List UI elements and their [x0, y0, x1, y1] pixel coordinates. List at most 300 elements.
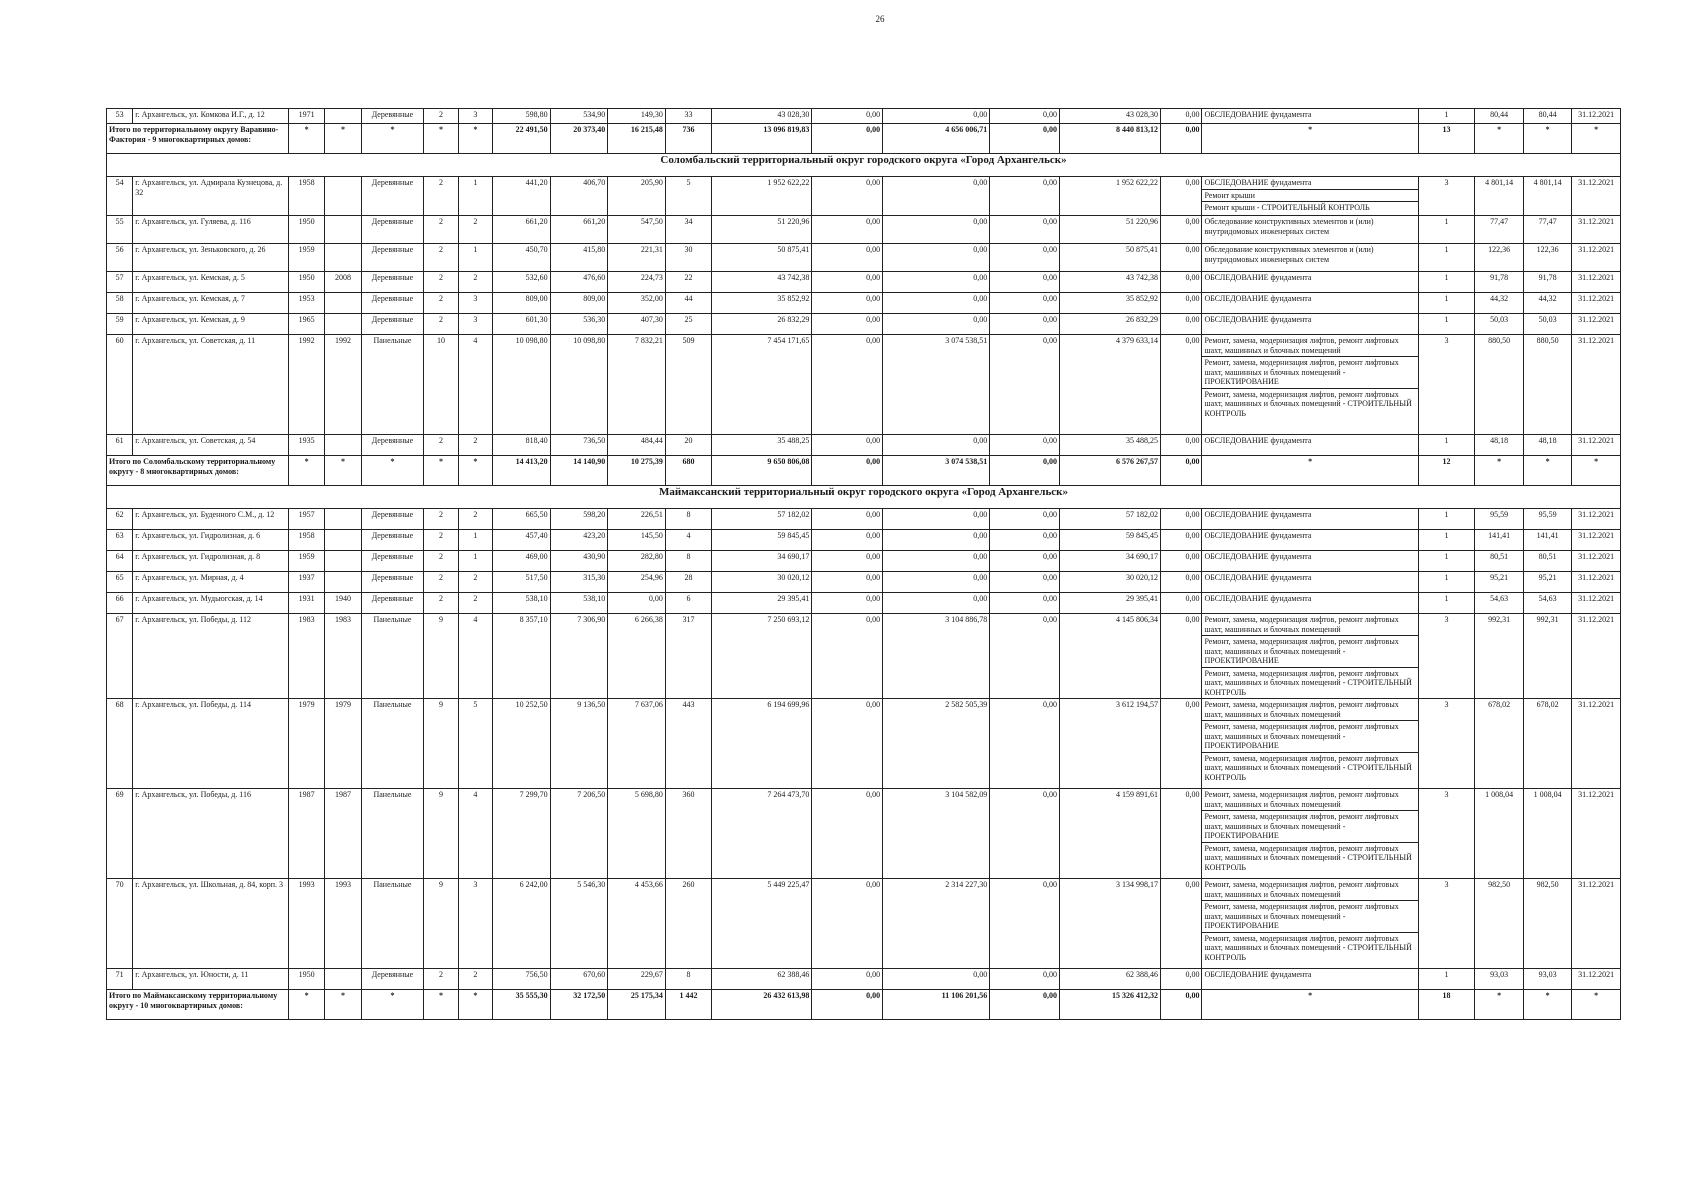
- fund-mun-cell: 0,00: [990, 335, 1060, 435]
- fund-reg-cell: 2 314 227,30: [883, 879, 990, 969]
- year-built-cell: 1965: [288, 314, 324, 335]
- cost-total-cell: 6 194 699,96: [712, 699, 812, 789]
- works-count-cell: 3: [1418, 177, 1475, 216]
- deadline-cell: 31.12.2021: [1572, 551, 1621, 572]
- unit-cost-cell: 93,03: [1475, 969, 1524, 990]
- entrances-cell: 5: [458, 699, 492, 789]
- work-item: Ремонт крыши - СТРОИТЕЛЬНЫЙ КОНТРОЛЬ: [1204, 203, 1370, 212]
- fund-mun-cell: 0,00: [990, 551, 1060, 572]
- unit-cost-cell: 678,02: [1475, 699, 1524, 789]
- area-living-cell: 10 098,80: [550, 335, 608, 435]
- unit-cost-cell: 992,31: [1475, 614, 1524, 699]
- total-placeholder-cell: *: [458, 124, 492, 154]
- year-built-cell: 1992: [288, 335, 324, 435]
- total-area-living-cell: 32 172,50: [550, 990, 608, 1020]
- residents-cell: 22: [665, 272, 711, 293]
- area-living-cell: 423,20: [550, 530, 608, 551]
- area-total-cell: 601,30: [493, 314, 551, 335]
- address-cell: г. Архангельск, ул. Советская, д. 11: [133, 335, 289, 435]
- works-cell: [1202, 551, 1418, 572]
- total-cost-total-cell: 9 650 806,08: [712, 456, 812, 486]
- works-list: [1202, 614, 1417, 698]
- deadline-cell: 31.12.2021: [1572, 572, 1621, 593]
- fund-fed-cell: 0,00: [812, 335, 883, 435]
- fund-owners-cell: 4 145 806,34: [1059, 614, 1160, 699]
- fund-reg-cell: 0,00: [883, 572, 990, 593]
- wall-material-cell: Деревянные: [361, 109, 424, 124]
- row-number: 65: [107, 572, 133, 593]
- year-repair-cell: [325, 216, 361, 244]
- fund-other-cell: 0,00: [1161, 216, 1202, 244]
- unit-cost-max-cell: 54,63: [1523, 593, 1572, 614]
- year-built-cell: 1957: [288, 509, 324, 530]
- total-row: [107, 124, 1621, 154]
- row-number: 69: [107, 789, 133, 879]
- deadline-cell: 31.12.2021: [1572, 593, 1621, 614]
- deadline-cell: 31.12.2021: [1572, 314, 1621, 335]
- table-row: [107, 314, 1621, 335]
- works-count-cell: 3: [1418, 879, 1475, 969]
- total-placeholder-cell: *: [1572, 990, 1621, 1020]
- total-fund-reg-cell: 4 656 006,71: [883, 124, 990, 154]
- works-cell: [1202, 272, 1418, 293]
- fund-other-cell: 0,00: [1161, 699, 1202, 789]
- fund-other-cell: 0,00: [1161, 272, 1202, 293]
- area-total-cell: 7 299,70: [493, 789, 551, 879]
- deadline-cell: 31.12.2021: [1572, 335, 1621, 435]
- wall-material-cell: Деревянные: [361, 177, 424, 216]
- area-res-cell: 221,31: [608, 244, 666, 272]
- area-total-cell: 756,50: [493, 969, 551, 990]
- area-res-cell: 205,90: [608, 177, 666, 216]
- cost-total-cell: 7 250 693,12: [712, 614, 812, 699]
- unit-cost-max-cell: 880,50: [1523, 335, 1572, 435]
- works-count-cell: 1: [1418, 272, 1475, 293]
- works-list: [1202, 879, 1417, 963]
- floors-cell: 10: [424, 335, 458, 435]
- total-works-cell: *: [1202, 124, 1418, 154]
- fund-owners-cell: 34 690,17: [1059, 551, 1160, 572]
- work-item: ОБСЛЕДОВАНИЕ фундамента: [1204, 273, 1312, 282]
- works-list: [1202, 593, 1417, 605]
- fund-reg-cell: 0,00: [883, 509, 990, 530]
- floors-cell: 2: [424, 593, 458, 614]
- wall-material-cell: Панельные: [361, 879, 424, 969]
- deadline-cell: 31.12.2021: [1572, 435, 1621, 456]
- table-row: [107, 530, 1621, 551]
- fund-mun-cell: 0,00: [990, 435, 1060, 456]
- residents-cell: 20: [665, 435, 711, 456]
- work-item: Обследование конструктивных элементов и (или) внутридомовых инженерных систем: [1204, 217, 1374, 236]
- fund-other-cell: 0,00: [1161, 551, 1202, 572]
- works-count-cell: 1: [1418, 109, 1475, 124]
- fund-other-cell: 0,00: [1161, 969, 1202, 990]
- total-cost-total-cell: 13 096 819,83: [712, 124, 812, 154]
- fund-fed-cell: 0,00: [812, 435, 883, 456]
- fund-mun-cell: 0,00: [990, 530, 1060, 551]
- works-count-cell: 3: [1418, 335, 1475, 435]
- year-repair-cell: [325, 509, 361, 530]
- table-row: [107, 551, 1621, 572]
- fund-fed-cell: 0,00: [812, 509, 883, 530]
- works-cell: [1202, 789, 1418, 879]
- total-area-res-cell: 16 215,48: [608, 124, 666, 154]
- works-count-cell: 1: [1418, 551, 1475, 572]
- unit-cost-max-cell: 678,02: [1523, 699, 1572, 789]
- cost-total-cell: 26 832,29: [712, 314, 812, 335]
- section-header-row: [107, 154, 1621, 177]
- work-item: Ремонт, замена, модернизация лифтов, ремонт лифтовых шахт, машинных и блочных помещений: [1202, 335, 1417, 357]
- area-total-cell: 598,80: [493, 109, 551, 124]
- year-built-cell: 1950: [288, 272, 324, 293]
- address-cell: г. Архангельск, ул. Кемская, д. 7: [133, 293, 289, 314]
- work-item: Ремонт, замена, модернизация лифтов, ремонт лифтовых шахт, машинных и блочных помещений - СТРОИТЕЛЬНЫЙ КОНТРОЛЬ: [1204, 389, 1412, 418]
- table-row: [107, 177, 1621, 216]
- works-list: [1202, 435, 1417, 447]
- works-cell: [1202, 216, 1418, 244]
- address-cell: г. Архангельск, ул. Кемская, д. 5: [133, 272, 289, 293]
- fund-other-cell: 0,00: [1161, 314, 1202, 335]
- fund-reg-cell: 0,00: [883, 551, 990, 572]
- works-cell: [1202, 244, 1418, 272]
- area-res-cell: 224,73: [608, 272, 666, 293]
- unit-cost-max-cell: 93,03: [1523, 969, 1572, 990]
- cost-total-cell: 57 182,02: [712, 509, 812, 530]
- residents-cell: 33: [665, 109, 711, 124]
- cost-total-cell: 43 028,30: [712, 109, 812, 124]
- residents-cell: 6: [665, 593, 711, 614]
- area-res-cell: 4 453,66: [608, 879, 666, 969]
- wall-material-cell: Деревянные: [361, 969, 424, 990]
- table-row: [107, 614, 1621, 699]
- work-item: Ремонт, замена, модернизация лифтов, ремонт лифтовых шахт, машинных и блочных помещений - СТРОИТЕЛЬНЫЙ КОНТРОЛЬ: [1204, 753, 1412, 782]
- fund-reg-cell: 0,00: [883, 969, 990, 990]
- year-repair-cell: [325, 969, 361, 990]
- cost-total-cell: 59 845,45: [712, 530, 812, 551]
- fund-mun-cell: 0,00: [990, 593, 1060, 614]
- works-count-cell: 1: [1418, 572, 1475, 593]
- row-number: 53: [107, 109, 133, 124]
- year-built-cell: 1931: [288, 593, 324, 614]
- year-repair-cell: [325, 572, 361, 593]
- total-fund-owners-cell: 8 440 813,12: [1059, 124, 1160, 154]
- residents-cell: 317: [665, 614, 711, 699]
- residents-cell: 360: [665, 789, 711, 879]
- unit-cost-cell: 80,44: [1475, 109, 1524, 124]
- fund-other-cell: 0,00: [1161, 530, 1202, 551]
- fund-owners-cell: 62 388,46: [1059, 969, 1160, 990]
- fund-mun-cell: 0,00: [990, 969, 1060, 990]
- unit-cost-max-cell: 80,51: [1523, 551, 1572, 572]
- residents-cell: 8: [665, 969, 711, 990]
- year-built-cell: 1987: [288, 789, 324, 879]
- year-repair-cell: [325, 530, 361, 551]
- row-number: 56: [107, 244, 133, 272]
- unit-cost-max-cell: 50,03: [1523, 314, 1572, 335]
- fund-mun-cell: 0,00: [990, 699, 1060, 789]
- area-total-cell: 8 357,10: [493, 614, 551, 699]
- floors-cell: 9: [424, 699, 458, 789]
- cost-total-cell: 7 264 473,70: [712, 789, 812, 879]
- work-item: Ремонт, замена, модернизация лифтов, ремонт лифтовых шахт, машинных и блочных помещений - ПРОЕКТИРОВАНИЕ: [1202, 636, 1417, 668]
- area-res-cell: 352,00: [608, 293, 666, 314]
- total-placeholder-cell: *: [1475, 990, 1524, 1020]
- works-cell: [1202, 879, 1418, 969]
- total-placeholder-cell: *: [361, 456, 424, 486]
- fund-reg-cell: 0,00: [883, 109, 990, 124]
- fund-owners-cell: 50 875,41: [1059, 244, 1160, 272]
- cost-total-cell: 50 875,41: [712, 244, 812, 272]
- deadline-cell: 31.12.2021: [1572, 614, 1621, 699]
- works-cell: [1202, 530, 1418, 551]
- total-fund-owners-cell: 15 326 412,32: [1059, 990, 1160, 1020]
- year-repair-cell: 1987: [325, 789, 361, 879]
- total-placeholder-cell: *: [1572, 124, 1621, 154]
- fund-mun-cell: 0,00: [990, 572, 1060, 593]
- row-number: 67: [107, 614, 133, 699]
- unit-cost-max-cell: 982,50: [1523, 879, 1572, 969]
- total-fund-other-cell: 0,00: [1161, 124, 1202, 154]
- cost-total-cell: 62 388,46: [712, 969, 812, 990]
- total-works-count-cell: 12: [1418, 456, 1475, 486]
- fund-reg-cell: 0,00: [883, 244, 990, 272]
- total-fund-owners-cell: 6 576 267,57: [1059, 456, 1160, 486]
- area-living-cell: 598,20: [550, 509, 608, 530]
- cost-total-cell: 43 742,38: [712, 272, 812, 293]
- total-placeholder-cell: *: [325, 456, 361, 486]
- total-works-count-cell: 18: [1418, 990, 1475, 1020]
- repair-program-table: [106, 108, 1621, 1020]
- fund-other-cell: 0,00: [1161, 335, 1202, 435]
- residents-cell: 260: [665, 879, 711, 969]
- address-cell: г. Архангельск, ул. Юности, д. 11: [133, 969, 289, 990]
- works-list: [1202, 109, 1417, 121]
- residents-cell: 509: [665, 335, 711, 435]
- year-built-cell: 1953: [288, 293, 324, 314]
- residents-cell: 44: [665, 293, 711, 314]
- deadline-cell: 31.12.2021: [1572, 509, 1621, 530]
- total-placeholder-cell: *: [458, 456, 492, 486]
- work-item: Ремонт, замена, модернизация лифтов, ремонт лифтовых шахт, машинных и блочных помещений - ПРОЕКТИРОВАНИЕ: [1202, 901, 1417, 933]
- row-number: 64: [107, 551, 133, 572]
- fund-reg-cell: 0,00: [883, 216, 990, 244]
- wall-material-cell: Деревянные: [361, 530, 424, 551]
- fund-reg-cell: 3 104 582,09: [883, 789, 990, 879]
- entrances-cell: 2: [458, 509, 492, 530]
- total-residents-cell: 736: [665, 124, 711, 154]
- floors-cell: 2: [424, 293, 458, 314]
- works-list: [1202, 969, 1417, 981]
- total-area-total-cell: 14 413,20: [493, 456, 551, 486]
- cost-total-cell: 35 852,92: [712, 293, 812, 314]
- total-works-cell: *: [1202, 456, 1418, 486]
- fund-fed-cell: 0,00: [812, 879, 883, 969]
- fund-reg-cell: 0,00: [883, 314, 990, 335]
- row-number: 63: [107, 530, 133, 551]
- fund-fed-cell: 0,00: [812, 614, 883, 699]
- address-cell: г. Архангельск, ул. Гуляева, д. 116: [133, 216, 289, 244]
- fund-reg-cell: 0,00: [883, 530, 990, 551]
- year-repair-cell: [325, 435, 361, 456]
- unit-cost-cell: 44,32: [1475, 293, 1524, 314]
- residents-cell: 5: [665, 177, 711, 216]
- address-cell: г. Архангельск, ул. Адмирала Кузнецова, д. 32: [133, 177, 289, 216]
- work-item: Обследование конструктивных элементов и (или) внутридомовых инженерных систем: [1204, 245, 1374, 264]
- unit-cost-max-cell: 95,59: [1523, 509, 1572, 530]
- fund-fed-cell: 0,00: [812, 593, 883, 614]
- works-count-cell: 1: [1418, 293, 1475, 314]
- residents-cell: 4: [665, 530, 711, 551]
- residents-cell: 30: [665, 244, 711, 272]
- entrances-cell: 2: [458, 572, 492, 593]
- total-fund-fed-cell: 0,00: [812, 124, 883, 154]
- total-works-count-cell: 13: [1418, 124, 1475, 154]
- works-count-cell: 1: [1418, 244, 1475, 272]
- deadline-cell: 31.12.2021: [1572, 879, 1621, 969]
- wall-material-cell: Панельные: [361, 614, 424, 699]
- total-placeholder-cell: *: [1475, 456, 1524, 486]
- works-count-cell: 3: [1418, 699, 1475, 789]
- fund-other-cell: 0,00: [1161, 572, 1202, 593]
- total-placeholder-cell: *: [458, 990, 492, 1020]
- table-row: [107, 272, 1621, 293]
- total-placeholder-cell: *: [361, 124, 424, 154]
- total-works-cell: *: [1202, 990, 1418, 1020]
- fund-mun-cell: 0,00: [990, 293, 1060, 314]
- address-cell: г. Архангельск, ул. Мирная, д. 4: [133, 572, 289, 593]
- work-item: ОБСЛЕДОВАНИЕ фундамента: [1204, 531, 1312, 540]
- area-living-cell: 661,20: [550, 216, 608, 244]
- fund-mun-cell: 0,00: [990, 216, 1060, 244]
- table-row: [107, 293, 1621, 314]
- total-area-res-cell: 25 175,34: [608, 990, 666, 1020]
- total-fund-reg-cell: 11 106 201,56: [883, 990, 990, 1020]
- fund-mun-cell: 0,00: [990, 177, 1060, 216]
- year-built-cell: 1979: [288, 699, 324, 789]
- works-list: [1202, 530, 1417, 542]
- table-row: [107, 879, 1621, 969]
- unit-cost-max-cell: 95,21: [1523, 572, 1572, 593]
- row-number: 68: [107, 699, 133, 789]
- area-total-cell: 517,50: [493, 572, 551, 593]
- area-res-cell: 229,67: [608, 969, 666, 990]
- year-repair-cell: [325, 314, 361, 335]
- total-area-total-cell: 35 555,30: [493, 990, 551, 1020]
- works-cell: [1202, 314, 1418, 335]
- year-repair-cell: [325, 244, 361, 272]
- unit-cost-cell: 141,41: [1475, 530, 1524, 551]
- works-list: [1202, 314, 1417, 326]
- area-res-cell: 149,30: [608, 109, 666, 124]
- section-title: Соломбальский территориальный округ городского округа «Город Архангельск»: [107, 154, 1621, 177]
- fund-reg-cell: 0,00: [883, 272, 990, 293]
- row-number: 55: [107, 216, 133, 244]
- cost-total-cell: 5 449 225,47: [712, 879, 812, 969]
- works-cell: [1202, 593, 1418, 614]
- work-item: Ремонт, замена, модернизация лифтов, ремонт лифтовых шахт, машинных и блочных помещений: [1202, 789, 1417, 811]
- floors-cell: 2: [424, 314, 458, 335]
- works-count-cell: 3: [1418, 789, 1475, 879]
- fund-mun-cell: 0,00: [990, 879, 1060, 969]
- row-number: 57: [107, 272, 133, 293]
- row-number: 58: [107, 293, 133, 314]
- area-res-cell: 6 266,38: [608, 614, 666, 699]
- unit-cost-max-cell: 77,47: [1523, 216, 1572, 244]
- work-item: Ремонт, замена, модернизация лифтов, ремонт лифтовых шахт, машинных и блочных помещений - СТРОИТЕЛЬНЫЙ КОНТРОЛЬ: [1204, 843, 1412, 872]
- work-item: Ремонт, замена, модернизация лифтов, ремонт лифтовых шахт, машинных и блочных помещений: [1202, 699, 1417, 721]
- area-total-cell: 457,40: [493, 530, 551, 551]
- row-number: 60: [107, 335, 133, 435]
- works-list: [1202, 272, 1417, 284]
- total-placeholder-cell: *: [361, 990, 424, 1020]
- work-item: ОБСЛЕДОВАНИЕ фундамента: [1202, 177, 1417, 189]
- unit-cost-cell: 880,50: [1475, 335, 1524, 435]
- work-item: ОБСЛЕДОВАНИЕ фундамента: [1204, 110, 1312, 119]
- fund-fed-cell: 0,00: [812, 969, 883, 990]
- entrances-cell: 3: [458, 879, 492, 969]
- unit-cost-cell: 48,18: [1475, 435, 1524, 456]
- work-item: Ремонт, замена, модернизация лифтов, ремонт лифтовых шахт, машинных и блочных помещений: [1202, 614, 1417, 636]
- address-cell: г. Архангельск, ул. Комкова И.Г., д. 12: [133, 109, 289, 124]
- fund-mun-cell: 0,00: [990, 244, 1060, 272]
- wall-material-cell: Панельные: [361, 789, 424, 879]
- works-list: [1202, 699, 1417, 783]
- cost-total-cell: 1 952 622,22: [712, 177, 812, 216]
- year-built-cell: 1993: [288, 879, 324, 969]
- year-built-cell: 1971: [288, 109, 324, 124]
- works-cell: [1202, 335, 1418, 435]
- total-fund-fed-cell: 0,00: [812, 990, 883, 1020]
- total-placeholder-cell: *: [424, 124, 458, 154]
- area-total-cell: 10 252,50: [493, 699, 551, 789]
- address-cell: г. Архангельск, ул. Мудьюгская, д. 14: [133, 593, 289, 614]
- year-repair-cell: [325, 551, 361, 572]
- unit-cost-max-cell: 44,32: [1523, 293, 1572, 314]
- area-res-cell: 7 637,06: [608, 699, 666, 789]
- unit-cost-max-cell: 1 008,04: [1523, 789, 1572, 879]
- fund-mun-cell: 0,00: [990, 614, 1060, 699]
- works-cell: [1202, 509, 1418, 530]
- year-built-cell: 1950: [288, 969, 324, 990]
- entrances-cell: 3: [458, 109, 492, 124]
- works-list: [1202, 572, 1417, 584]
- fund-fed-cell: 0,00: [812, 551, 883, 572]
- total-row: [107, 456, 1621, 486]
- address-cell: г. Архангельск, ул. Советская, д. 54: [133, 435, 289, 456]
- year-built-cell: 1935: [288, 435, 324, 456]
- works-list: [1202, 216, 1417, 237]
- table-row: [107, 509, 1621, 530]
- entrances-cell: 2: [458, 216, 492, 244]
- area-res-cell: 547,50: [608, 216, 666, 244]
- row-number: 70: [107, 879, 133, 969]
- entrances-cell: 1: [458, 177, 492, 216]
- total-fund-mun-cell: 0,00: [990, 124, 1060, 154]
- deadline-cell: 31.12.2021: [1572, 216, 1621, 244]
- fund-owners-cell: 4 159 891,61: [1059, 789, 1160, 879]
- address-cell: г. Архангельск, ул. Школьная, д. 84, корп. 3: [133, 879, 289, 969]
- unit-cost-cell: 77,47: [1475, 216, 1524, 244]
- floors-cell: 2: [424, 244, 458, 272]
- area-living-cell: 315,30: [550, 572, 608, 593]
- wall-material-cell: Деревянные: [361, 435, 424, 456]
- floors-cell: 2: [424, 272, 458, 293]
- unit-cost-max-cell: 91,78: [1523, 272, 1572, 293]
- wall-material-cell: Деревянные: [361, 593, 424, 614]
- area-living-cell: 536,30: [550, 314, 608, 335]
- entrances-cell: 2: [458, 969, 492, 990]
- total-placeholder-cell: *: [325, 990, 361, 1020]
